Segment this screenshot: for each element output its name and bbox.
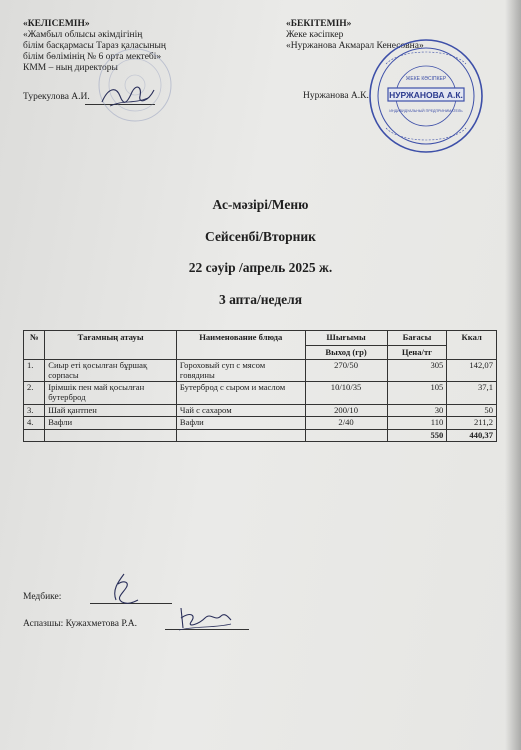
cell-yield: 2/40 bbox=[305, 417, 387, 430]
approval-left-title: «КЕЛІСЕМІН» bbox=[23, 19, 90, 29]
stamp-top-text: ЖЕКЕ КӘСІПКЕР bbox=[405, 76, 447, 82]
menu-date: 22 сәуір /апрель 2025 ж. bbox=[188, 260, 333, 275]
cell-yield: 10/10/35 bbox=[305, 382, 387, 404]
cook-signature bbox=[175, 600, 233, 634]
cell-name-ru: Гороховый суп с мясом говядины bbox=[176, 360, 305, 382]
table-header-row bbox=[24, 331, 497, 346]
menu-table bbox=[23, 330, 497, 442]
menu-week: 3 апта/неделя bbox=[218, 292, 303, 307]
approval-left-line: білім басқармасы Тараз қаласының bbox=[23, 41, 166, 51]
table-total-row bbox=[24, 429, 497, 442]
director-signature bbox=[98, 82, 158, 112]
table-row bbox=[24, 417, 497, 430]
cell-num: 4. bbox=[24, 417, 45, 430]
menu-title: Ас-мәзірі/Меню bbox=[212, 197, 309, 212]
cell-name-kz: Вафли bbox=[45, 417, 177, 430]
stamp-center-text: НУРЖАНОВА А.К. bbox=[389, 90, 463, 100]
cell-yield: 200/10 bbox=[305, 404, 387, 417]
cell-price: 105 bbox=[387, 382, 447, 404]
cell-num: 3. bbox=[24, 404, 45, 417]
cell-name-ru: Бутерброд с сыром и маслом bbox=[176, 382, 305, 404]
header-kcal: Ккал bbox=[447, 331, 497, 360]
header-num: № bbox=[24, 331, 45, 360]
cell-kcal: 37,1 bbox=[447, 382, 497, 404]
cell-price: 305 bbox=[387, 360, 447, 382]
cell-num: 2. bbox=[24, 382, 45, 404]
cell-price: 110 bbox=[387, 417, 447, 430]
cell-name-ru: Вафли bbox=[176, 417, 305, 430]
approval-right-signer: Нуржанова А.К. bbox=[303, 91, 369, 101]
cell-kcal: 50 bbox=[447, 404, 497, 417]
table-row bbox=[24, 360, 497, 382]
table-row bbox=[24, 382, 497, 404]
subheader-price: Цена/тг bbox=[387, 345, 447, 360]
entrepreneur-stamp bbox=[366, 36, 486, 156]
stamp-bottom-text: ИНДИВИДУАЛЬНЫЙ ПРЕДПРИНИМАТЕЛЬ bbox=[389, 109, 463, 113]
nurse-signature bbox=[104, 572, 144, 608]
approval-left-line: КММ – ның директоры bbox=[23, 63, 118, 73]
cell-kcal: 211,2 bbox=[447, 417, 497, 430]
header-name-ru: Наименование блюда bbox=[176, 331, 305, 360]
approval-left-line: білім бөлімінің № 6 орта мектебі» bbox=[23, 52, 162, 62]
header-price: Бағасы bbox=[387, 331, 447, 346]
approval-right-title: «БЕКІТЕМІН» bbox=[286, 19, 352, 29]
total-kcal: 440,37 bbox=[447, 429, 497, 442]
nurse-label: Медбике: bbox=[23, 592, 62, 602]
table-row bbox=[24, 404, 497, 417]
cell-name-kz: Шай қантпен bbox=[45, 404, 177, 417]
total-price: 550 bbox=[387, 429, 447, 442]
approval-right-line: «Нуржанова Акмарал Кенесовна» bbox=[286, 41, 424, 51]
cell-name-kz: Ірімшік пен май қосылған бутерброд bbox=[45, 382, 177, 404]
menu-day: Сейсенбі/Вторник bbox=[205, 229, 316, 244]
cell-yield: 270/50 bbox=[305, 360, 387, 382]
approval-left-line: «Жамбыл облысы әкімдігінің bbox=[23, 30, 143, 40]
header-name-kz: Тағамның атауы bbox=[45, 331, 177, 360]
page-shadow bbox=[505, 0, 521, 750]
subheader-yield: Выход (гр) bbox=[305, 345, 387, 360]
cell-kcal: 142,07 bbox=[447, 360, 497, 382]
cell-price: 30 bbox=[387, 404, 447, 417]
approval-left-signer: Турекулова А.И. bbox=[23, 92, 90, 102]
header-yield: Шығымы bbox=[305, 331, 387, 346]
cell-num: 1. bbox=[24, 360, 45, 382]
cook-label: Аспазшы: Кужахметова Р.А. bbox=[23, 619, 138, 629]
cell-name-ru: Чай с сахаром bbox=[176, 404, 305, 417]
approval-right-line: Жеке кәсіпкер bbox=[286, 30, 344, 40]
cell-name-kz: Сиыр еті қосылған бұршақ сорпасы bbox=[45, 360, 177, 382]
